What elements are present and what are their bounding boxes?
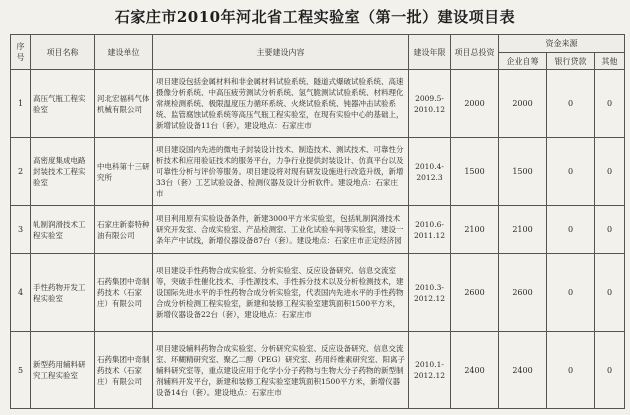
cell-other: 0 <box>595 138 625 206</box>
cell-seq: 1 <box>11 70 31 138</box>
cell-org: 河北宏福科气体机械有限公司 <box>95 70 153 138</box>
cell-org: 石家庄新泰特种油有限公司 <box>95 206 153 254</box>
cell-content: 项目建设包括金属材料和非金属材料试验系统、隧道式爆破试验系统、高速摄像分析系统、中高压疲劳测试分析系统、氢气脆测试试验系统、材料理化常规检测系统、极限温度压力循环系统、火烧试验系统、钝器冲击试验系统、监管腐蚀试验系统等高压气瓶工程实验室，在现有实验中心的基础上，新增试验设备11台（套），建设地点：石家庄市 <box>153 70 409 138</box>
cell-org: 中电科第十三研究所 <box>95 138 153 206</box>
cell-content: 项目建设辅料药物合成实验室、分析研究实验室、反应设备研究、信息交流室、环糊精研究室、聚乙二醇（PEG）研究室、药用纤维素研究室、阳离子辅料研究室等，重点建设应用于化学小分子药物与生物大分子药物的新型制剂辅料开发平台，新建和装修工程实验室建筑面积1500平方米，新增仪器设备14台（套）。建设地点：石家庄市 <box>153 332 409 409</box>
cell-project: 轧制润滑技术工程实验室 <box>31 206 95 254</box>
cell-org: 石药集团中奇制药技术（石家庄）有限公司 <box>95 332 153 409</box>
header-period: 建设年限 <box>409 35 451 70</box>
project-table <box>10 34 625 409</box>
cell-investment: 2400 <box>451 332 499 409</box>
cell-period: 2010.4-2012.3 <box>409 138 451 206</box>
cell-self: 2600 <box>499 254 547 332</box>
cell-bank: 0 <box>547 206 595 254</box>
cell-seq: 5 <box>11 332 31 409</box>
cell-bank: 0 <box>547 138 595 206</box>
cell-self: 2000 <box>499 70 547 138</box>
cell-other: 0 <box>595 206 625 254</box>
cell-org: 石药集团中奇制药技术（石家庄）有限公司 <box>95 254 153 332</box>
cell-self: 1500 <box>499 138 547 206</box>
header-investment: 项目总投资 <box>451 35 499 70</box>
cell-content: 项目利用原有实验设备条件，新建3000平方米实验室，包括轧制润滑技术研究开发室、合成实验室、产品检测室、工业化试验车间等实验室，建设一条年产中试线，新增仪器设备87台（套）。建设地点：石家庄市正定经济园 <box>153 206 409 254</box>
cell-project: 新型药用辅料研究工程实验室 <box>31 332 95 409</box>
cell-project: 高密度集成电路封装技术工程实验室 <box>31 138 95 206</box>
cell-other: 0 <box>595 70 625 138</box>
table-row <box>11 206 625 254</box>
cell-seq: 2 <box>11 138 31 206</box>
table-row <box>11 70 625 138</box>
cell-seq: 4 <box>11 254 31 332</box>
header-bank: 银行贷款 <box>547 53 595 70</box>
cell-project: 手性药物开发工程实验室 <box>31 254 95 332</box>
cell-seq: 3 <box>11 206 31 254</box>
cell-self: 2100 <box>499 206 547 254</box>
cell-project: 高压气瓶工程实验室 <box>31 70 95 138</box>
table-row <box>11 138 625 206</box>
header-funding: 资金来源 <box>499 35 625 53</box>
cell-period: 2010.3-2012.12 <box>409 254 451 332</box>
header-org: 建设单位 <box>95 35 153 70</box>
cell-investment: 2100 <box>451 206 499 254</box>
cell-content: 项目建设手性药物合成实验室、分析实验室、反应设备研究、信息交流室等，突破手性催化技术、手性源技术、手性拆分技术以及分析检测技术，建设国际先进水平的手性药物合成分析实验室，代表国内先进水平的手性药物合成分析检测工程实验室，新建和装修工程实验室建筑面积1500平方米，新增仪器设备22台（套），建设地点：石家庄市 <box>153 254 409 332</box>
document-title: 石家庄市2010年河北省工程实验室（第一批）建设项目表 <box>114 8 516 26</box>
cell-other: 0 <box>595 332 625 409</box>
cell-investment: 2600 <box>451 254 499 332</box>
cell-bank: 0 <box>547 70 595 138</box>
header-seq: 序号 <box>11 35 31 70</box>
cell-investment: 1500 <box>451 138 499 206</box>
cell-period: 2010.6-2011.12 <box>409 206 451 254</box>
header-project: 项目名称 <box>31 35 95 70</box>
cell-bank: 0 <box>547 254 595 332</box>
cell-other: 0 <box>595 254 625 332</box>
header-content: 主要建设内容 <box>153 35 409 70</box>
cell-period: 2009.5-2010.12 <box>409 70 451 138</box>
header-self: 企业自筹 <box>499 53 547 70</box>
cell-content: 项目建设国内先进的微电子封装设计技术、制造技术、测试技术、可靠性分析技术和应用验证技术的服务平台，力争行业提供封装设计、仿真平台以及可靠性分析与评价等服务。项目建设将对现有研发设施进行改造升级，新增33台（套）工艺试验设备、检测仪器及设计分析软件。建设地点：石家庄市 <box>153 138 409 206</box>
cell-bank: 0 <box>547 332 595 409</box>
header-row <box>11 35 625 53</box>
table-row <box>11 332 625 409</box>
table-row <box>11 254 625 332</box>
cell-investment: 2000 <box>451 70 499 138</box>
cell-self: 2400 <box>499 332 547 409</box>
header-other: 其他 <box>595 53 625 70</box>
cell-period: 2010.1-2012.12 <box>409 332 451 409</box>
